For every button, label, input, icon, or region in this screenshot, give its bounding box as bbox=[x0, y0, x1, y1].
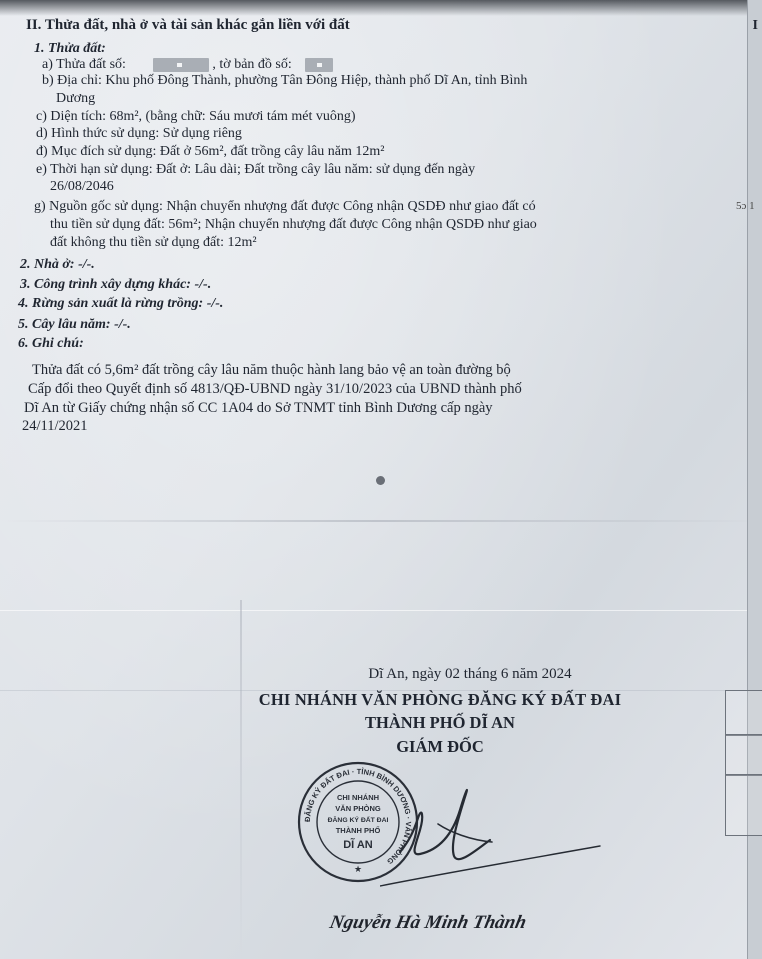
stamp-line-2: VĂN PHÒNG bbox=[335, 804, 381, 813]
handwritten-signature bbox=[380, 770, 610, 890]
svg-text:★: ★ bbox=[353, 864, 363, 874]
redacted-map-sheet-number bbox=[305, 58, 333, 72]
ink-dot bbox=[376, 476, 385, 485]
address-line-1: b) Địa chỉ: Khu phố Đông Thành, phường Tân Đông Hiệp, thành phố Dĩ An, tỉnh Bình bbox=[42, 73, 528, 88]
stamp-line-4: THÀNH PHỐ bbox=[335, 826, 381, 835]
use-term-line-2: 26/08/2046 bbox=[50, 179, 114, 194]
parcel-number bbox=[42, 57, 333, 73]
note-line-1: Thửa đất có 5,6m² đất trồng cây lâu năm thuộc hành lang bảo vệ an toàn đường bộ bbox=[32, 362, 511, 378]
edge-box bbox=[725, 774, 762, 836]
land-area: c) Diện tích: 68m², (bằng chữ: Sáu mươi tám mét vuông) bbox=[36, 109, 356, 124]
use-form: d) Hình thức sử dụng: Sử dụng riêng bbox=[36, 126, 242, 141]
edge-box bbox=[725, 734, 762, 776]
issuing-office-line-1: CHI NHÁNH VĂN PHÒNG ĐĂNG KÝ ĐẤT ĐAI bbox=[258, 690, 622, 709]
fold-crease bbox=[0, 520, 762, 522]
address-line-2: Dương bbox=[56, 91, 96, 106]
use-term-line-1: e) Thời hạn sử dụng: Đất ở: Lâu dài; Đất trồng cây lâu năm: sử dụng đến ngày bbox=[36, 162, 476, 177]
redacted-parcel-number bbox=[153, 58, 209, 72]
issuing-office-line-2: THÀNH PHỐ DĨ AN bbox=[365, 713, 515, 732]
house-item: 2. Nhà ở: -/-. bbox=[20, 257, 95, 272]
use-purpose: đ) Mục đích sử dụng: Đất ở 56m², đất trồng cây lâu năm 12m² bbox=[36, 144, 385, 159]
map-sheet-label: , tờ bản đồ số: bbox=[212, 57, 292, 72]
signer-name: Nguyễn Hà Minh Thành bbox=[327, 912, 529, 933]
note-line-2: Cấp đổi theo Quyết định số 4813/QĐ-UBND ngày 31/10/2023 của UBND thành phố bbox=[28, 381, 522, 397]
notes-heading: 6. Ghi chú: bbox=[18, 336, 84, 351]
perennial-item: 5. Cây lâu năm: -/-. bbox=[18, 317, 131, 332]
stamp-line-5: DĨ AN bbox=[343, 839, 373, 851]
fold-crease bbox=[0, 610, 762, 611]
origin-line-2: thu tiền sử dụng đất: 56m²; Nhận chuyển nhượng đất được Công nhận QSDĐ như giao bbox=[50, 217, 537, 232]
forest-item: 4. Rừng sản xuất là rừng trồng: -/-. bbox=[18, 296, 224, 311]
edge-box bbox=[725, 690, 762, 736]
origin-line-3: đất không thu tiền sử dụng đất: 12m² bbox=[50, 235, 257, 250]
issue-date: Dĩ An, ngày 02 tháng 6 năm 2024 bbox=[368, 666, 572, 682]
top-shadow bbox=[0, 0, 762, 16]
stamp-ring-text: ĐĂNG KÝ ĐẤT ĐAI · TỈNH BÌNH DƯƠNG · VĂN PHÒNG bbox=[302, 766, 414, 867]
director-title: GIÁM ĐỐC bbox=[396, 737, 484, 756]
side-fragment: 5ɔ 1 bbox=[736, 200, 755, 212]
section-title: II. Thửa đất, nhà ở và tài sản khác gắn liền với đất bbox=[26, 17, 350, 33]
other-works-item: 3. Công trình xây dựng khác: -/-. bbox=[20, 277, 212, 292]
edge-mark: I bbox=[752, 18, 758, 33]
stamp-line-1: CHI NHÁNH bbox=[336, 793, 380, 802]
fold-crease bbox=[240, 600, 242, 959]
parcel-label: a) Thửa đất số: bbox=[42, 57, 126, 72]
note-line-4: 24/11/2021 bbox=[22, 418, 88, 434]
note-line-3: Dĩ An từ Giấy chứng nhận số CC 1A04 do Sở TNMT tỉnh Bình Dương cấp ngày bbox=[24, 400, 493, 416]
land-heading: 1. Thửa đất: bbox=[34, 41, 106, 56]
stamp-line-3: ĐĂNG KÝ ĐẤT ĐAI bbox=[327, 817, 389, 824]
origin-line-1: g) Nguồn gốc sử dụng: Nhận chuyển nhượng đất được Công nhận QSDĐ như giao đất có bbox=[34, 199, 536, 214]
